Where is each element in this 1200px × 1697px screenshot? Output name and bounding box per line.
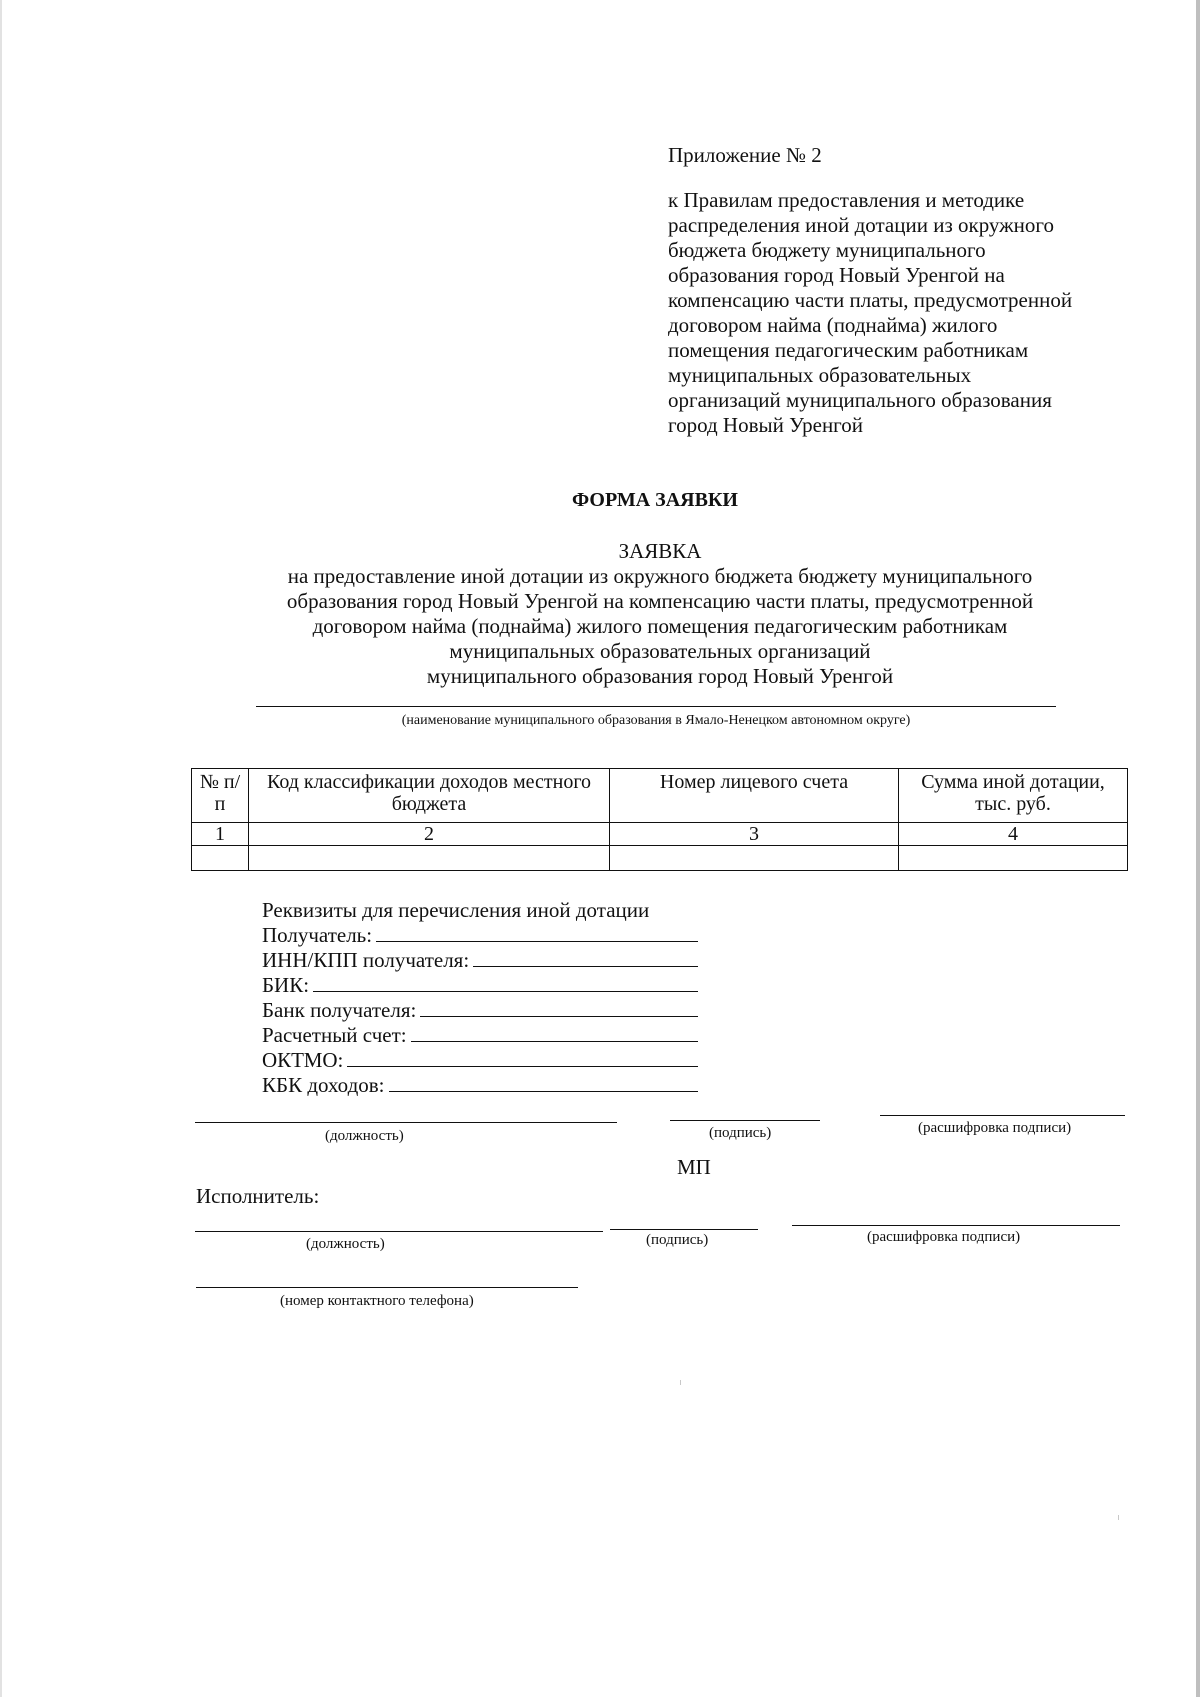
appendix-line: организаций муниципального образования bbox=[668, 388, 1052, 412]
requisite-label: Расчетный счет: bbox=[262, 1023, 407, 1047]
executor-label: Исполнитель: bbox=[196, 1184, 320, 1208]
appendix-line: договором найма (поднайма) жилого bbox=[668, 313, 998, 337]
requisites-title: Реквизиты для перечисления иной дотации bbox=[262, 898, 650, 922]
header-classification-code: Код классификации доходов местного бюджета bbox=[249, 769, 610, 823]
appendix-line: компенсацию части платы, предусмотренной bbox=[668, 288, 1073, 312]
scan-edge-left bbox=[0, 0, 2, 1697]
scan-speck bbox=[680, 1380, 681, 1385]
executor-position-caption: (должность) bbox=[306, 1236, 385, 1252]
request-line: муниципальных образовательных организаций bbox=[449, 639, 871, 663]
appendix-line: муниципальных образовательных bbox=[668, 363, 972, 387]
appendix-line: город Новый Уренгой bbox=[668, 413, 864, 437]
table-cell: 2 bbox=[249, 823, 610, 846]
requisite-label: ИНН/КПП получателя: bbox=[262, 948, 470, 972]
table-numbering-row bbox=[192, 823, 1128, 846]
header-subsidy-amount: Сумма иной дотации, тыс. руб. bbox=[899, 769, 1128, 823]
form-title: ФОРМА ЗАЯВКИ bbox=[572, 489, 738, 511]
appendix-line: бюджета бюджету муниципального bbox=[668, 238, 986, 262]
table-cell[interactable] bbox=[249, 846, 610, 871]
phone-caption: (номер контактного телефона) bbox=[280, 1293, 474, 1309]
bik-field[interactable] bbox=[313, 974, 698, 992]
table-row bbox=[192, 846, 1128, 871]
appendix-number: Приложение № 2 bbox=[668, 143, 822, 167]
appendix-line: образования город Новый Уренгой на bbox=[668, 263, 1005, 287]
executor-position-fill-line[interactable] bbox=[195, 1231, 603, 1232]
requisite-bank bbox=[262, 998, 698, 1023]
table-header-row bbox=[192, 769, 1128, 823]
request-line: образования город Новый Уренгой на компенсацию части платы, предусмотренной bbox=[286, 589, 1034, 613]
table-cell: 4 bbox=[899, 823, 1128, 846]
request-line: муниципального образования город Новый Уренгой bbox=[426, 664, 894, 688]
requisite-label: Получатель: bbox=[262, 923, 373, 947]
scan-edge-right bbox=[1196, 0, 1200, 1697]
phone-fill-line[interactable] bbox=[196, 1287, 578, 1288]
request-line: на предоставление иной дотации из окружного бюджета бюджету муниципального bbox=[287, 564, 1033, 588]
table-cell: 3 bbox=[610, 823, 899, 846]
table-cell[interactable] bbox=[899, 846, 1128, 871]
kbk-field[interactable] bbox=[389, 1074, 698, 1092]
signature-caption: (подпись) bbox=[709, 1125, 772, 1141]
request-title: ЗАЯВКА bbox=[618, 539, 702, 563]
requisite-oktmo bbox=[262, 1048, 698, 1073]
requisite-label: ОКТМО: bbox=[262, 1048, 344, 1072]
requisite-label: БИК: bbox=[262, 973, 310, 997]
decryption-caption: (расшифровка подписи) bbox=[918, 1120, 1072, 1136]
oktmo-field[interactable] bbox=[347, 1049, 698, 1067]
requisite-bik bbox=[262, 973, 698, 998]
inn-kpp-field[interactable] bbox=[473, 949, 698, 967]
requisite-recipient bbox=[262, 923, 698, 948]
requisites-block bbox=[262, 898, 698, 1098]
bank-field[interactable] bbox=[420, 999, 698, 1017]
executor-decryption-caption: (расшифровка подписи) bbox=[867, 1229, 1021, 1245]
request-heading bbox=[180, 539, 1140, 689]
appendix-text bbox=[668, 188, 1138, 438]
signature-fill-line[interactable] bbox=[670, 1120, 820, 1121]
request-line: договором найма (поднайма) жилого помещения педагогическим работникам bbox=[312, 614, 1008, 638]
executor-signature-fill-line[interactable] bbox=[610, 1229, 758, 1230]
municipality-caption: (наименование муниципального образования в Ямало-Ненецком автономном округе) bbox=[401, 713, 911, 728]
stamp-place: МП bbox=[677, 1155, 711, 1179]
requisite-label: Банк получателя: bbox=[262, 998, 417, 1022]
requisite-kbk bbox=[262, 1073, 698, 1098]
scan-speck bbox=[1118, 1515, 1119, 1520]
settlement-account-field[interactable] bbox=[411, 1024, 698, 1042]
requisite-account bbox=[262, 1023, 698, 1048]
appendix-line: распределения иной дотации из окружного bbox=[668, 213, 1054, 237]
table-cell: 1 bbox=[192, 823, 249, 846]
appendix-block bbox=[668, 143, 1138, 438]
position-fill-line[interactable] bbox=[195, 1122, 617, 1123]
municipality-fill-line[interactable] bbox=[256, 706, 1056, 707]
table-cell[interactable] bbox=[610, 846, 899, 871]
header-account-number: Номер лицевого счета bbox=[610, 769, 899, 823]
appendix-line: помещения педагогическим работникам bbox=[668, 338, 1029, 362]
header-number: № п/п bbox=[192, 769, 249, 823]
decryption-fill-line[interactable] bbox=[880, 1115, 1125, 1116]
position-caption: (должность) bbox=[325, 1128, 404, 1144]
recipient-field[interactable] bbox=[376, 924, 698, 942]
appendix-line: к Правилам предоставления и методике bbox=[668, 188, 1025, 212]
executor-decryption-fill-line[interactable] bbox=[792, 1225, 1120, 1226]
requisite-label: КБК доходов: bbox=[262, 1073, 385, 1097]
table-cell[interactable] bbox=[192, 846, 249, 871]
requisite-inn-kpp bbox=[262, 948, 698, 973]
budget-table bbox=[191, 768, 1128, 871]
executor-signature-caption: (подпись) bbox=[646, 1232, 709, 1248]
